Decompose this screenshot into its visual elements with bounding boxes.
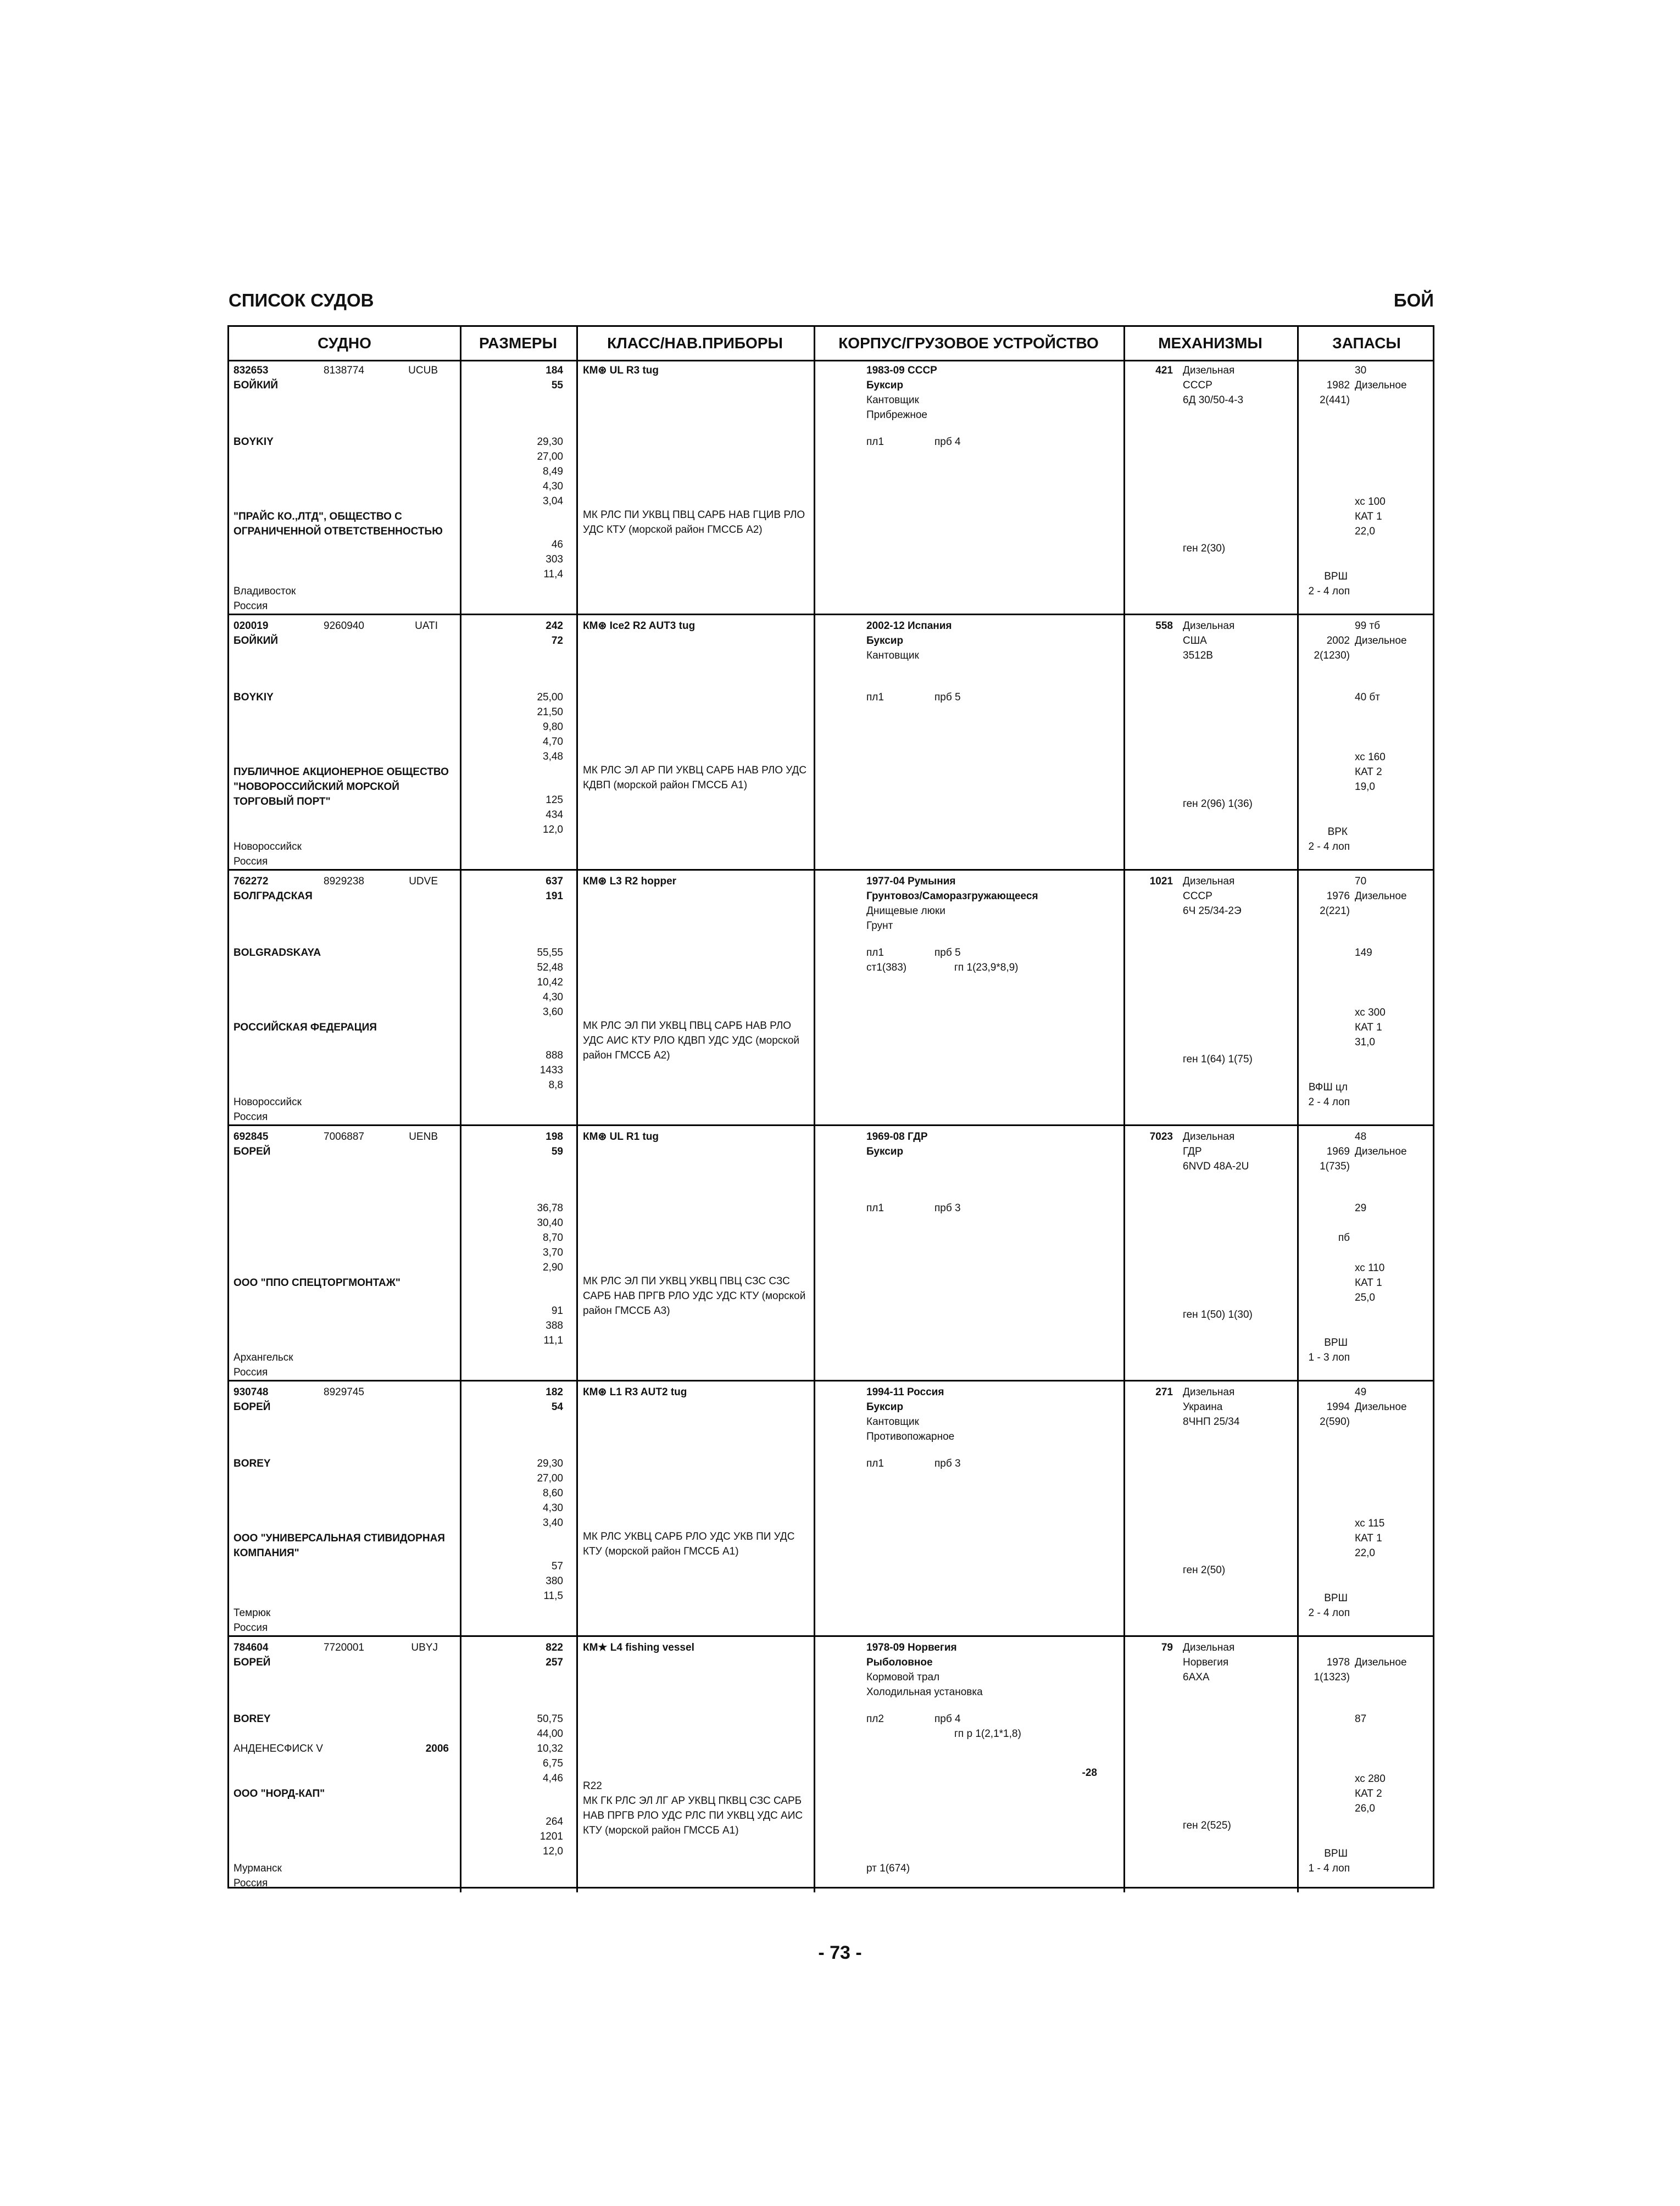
builder-number: 421 (1155, 365, 1173, 376)
owner: ПУБЛИЧНОЕ АКЦИОНЕРНОЕ ОБЩЕСТВО "НОВОРОССИЙСКИЙ МОРСКОЙ ТОРГОВЫЙ ПОРТ" (233, 766, 449, 807)
generators: ген 2(96) 1(36) (1183, 798, 1253, 810)
vessel-name: БОЙКИЙ (233, 635, 279, 647)
builder-number: 271 (1155, 1386, 1173, 1398)
dimension-value: 3,60 (543, 1006, 563, 1018)
capacity-value: 1433 (539, 1065, 563, 1076)
engine-country: США (1183, 635, 1207, 647)
flag: Россия (233, 1367, 268, 1378)
net-tonnage: 72 (551, 635, 563, 647)
fuel-reserve: 29 (1355, 1202, 1367, 1214)
table-header (229, 327, 1433, 361)
vessel-name-latin: BOYKIY (233, 436, 274, 448)
dimension-value: 36,78 (537, 1202, 563, 1214)
reg-number: 020019 (233, 620, 269, 632)
build-info: 1994-11 Россия (866, 1386, 944, 1398)
imo-number: 9260940 (324, 620, 364, 632)
hatches: гп 1(23,9*8,9) (954, 962, 1019, 973)
decks: пл1 (866, 692, 884, 703)
class-notation: КМ⊛ L1 R3 AUT2 tug (583, 1386, 687, 1398)
propeller: ВРШ (1324, 1592, 1348, 1604)
propeller: ВРШ (1324, 571, 1348, 582)
builder-number: 558 (1155, 620, 1173, 632)
dimension-value: 27,00 (537, 451, 563, 463)
supply-value: КАТ 1 (1355, 1533, 1382, 1544)
hatches: гп р 1(2,1*1,8) (954, 1728, 1021, 1740)
fuel-type: Дизельное (1355, 1401, 1407, 1413)
engine-model: 6NVD 48A-2U (1183, 1161, 1249, 1172)
capacity-value: 91 (551, 1305, 563, 1317)
capacity-value: 125 (546, 794, 563, 806)
capacity-value: 11,1 (543, 1335, 563, 1346)
page-title: СПИСОК СУДОВ (229, 290, 374, 310)
capacity-value: 888 (546, 1050, 563, 1061)
col-header-supplies: ЗАПАСЫ (1332, 335, 1401, 352)
class-note: -28 (1082, 1767, 1097, 1779)
home-port: Новороссийск (233, 1096, 302, 1108)
bulkheads: прб 4 (934, 1713, 961, 1725)
capacity-value: 1201 (539, 1831, 563, 1842)
fuel-type: Дизельное (1355, 1657, 1407, 1668)
dimension-value: 44,00 (537, 1728, 563, 1740)
capacity-value: 303 (546, 554, 563, 565)
imo-number: 8929745 (324, 1386, 364, 1398)
call-sign: UATI (415, 620, 438, 632)
builder-number: 1021 (1149, 876, 1173, 887)
flag: Россия (233, 856, 268, 867)
engine-country: ГДР (1183, 1146, 1202, 1157)
reg-number: 762272 (233, 876, 269, 887)
previous-name: АНДЕНЕСФИСК V (233, 1743, 323, 1754)
engine-type: Дизельная (1183, 1642, 1235, 1653)
decks: пл1 (866, 947, 884, 959)
capacity-value: 388 (546, 1320, 563, 1332)
flag: Россия (233, 1622, 268, 1634)
hull-feature: Кантовщик (866, 394, 919, 406)
cargo-holds: ст1(383) (866, 962, 907, 973)
decks: пл1 (866, 1202, 884, 1214)
vessel-record (229, 1126, 1433, 1381)
build-info: 1983-09 СССР (866, 365, 937, 376)
dimension-value: 4,30 (543, 481, 563, 492)
propeller-blades: 2 - 4 лоп (1308, 1096, 1350, 1108)
page-number: - 73 - (818, 1942, 862, 1963)
reg-number: 784604 (233, 1642, 269, 1653)
engine-model: 6Д 30/50-4-3 (1183, 394, 1244, 406)
dimension-value: 25,00 (537, 692, 563, 703)
dimension-value: 3,48 (543, 751, 563, 762)
owner: ООО "НОРД-КАП" (233, 1788, 325, 1800)
gross-tonnage: 637 (546, 876, 563, 887)
home-port: Архангельск (233, 1352, 293, 1363)
vessel-record (229, 871, 1433, 1126)
generators: ген 2(525) (1183, 1820, 1231, 1831)
hull-feature: Кантовщик (866, 650, 919, 661)
imo-number: 8138774 (324, 365, 364, 376)
engine-type: Дизельная (1183, 1386, 1235, 1398)
fuel-amount: 48 (1355, 1131, 1367, 1143)
vessel-record (229, 1381, 1433, 1637)
dimension-value: 6,75 (543, 1758, 563, 1769)
fuel-type: Дизельное (1355, 635, 1407, 647)
previous-name-year: 2006 (425, 1743, 449, 1754)
generators: ген 2(50) (1183, 1564, 1226, 1576)
vessel-name: БОРЕЙ (233, 1146, 271, 1157)
fish-hold: рт 1(674) (866, 1863, 910, 1874)
dimension-value: 29,30 (537, 436, 563, 448)
net-tonnage: 191 (546, 890, 563, 902)
build-info: 2002-12 Испания (866, 620, 952, 632)
page-code: БОЙ (1393, 290, 1434, 310)
gross-tonnage: 182 (546, 1386, 563, 1398)
vessel-type: Рыболовное (866, 1657, 933, 1668)
dimension-value: 4,46 (543, 1773, 563, 1784)
home-port: Владивосток (233, 586, 296, 597)
net-tonnage: 55 (551, 380, 563, 391)
vessel-type: Грунтовоз/Саморазгружающееся (866, 890, 1038, 902)
vessel-name: БОЙКИЙ (233, 380, 279, 391)
gross-tonnage: 184 (546, 365, 563, 376)
engine-year: 1969 (1326, 1146, 1350, 1157)
gross-tonnage: 242 (546, 620, 563, 632)
supply-value: 26,0 (1355, 1803, 1375, 1814)
vessel-type: Буксир (866, 380, 904, 391)
supply-value: КАТ 1 (1355, 1277, 1382, 1289)
fuel-reserve: 40 бт (1355, 692, 1380, 703)
engine-year: 1976 (1326, 890, 1350, 902)
col-header-dimensions: РАЗМЕРЫ (479, 335, 558, 352)
nav-equipment: МК РЛС ЭЛ ПИ УКВЦ УКВЦ ПВЦ СЗС СЗС САРБ НАВ ПРГВ РЛО УДС УДС КТУ (морской район ГМССБ А3) (583, 1275, 806, 1317)
vessel-record (229, 615, 1433, 871)
dimension-value: 4,70 (543, 736, 563, 748)
col-header-machinery: МЕХАНИЗМЫ (1158, 335, 1262, 352)
fuel-type: Дизельное (1355, 890, 1407, 902)
supply-value: 19,0 (1355, 781, 1375, 793)
owner: ООО "УНИВЕРСАЛЬНАЯ СТИВИДОРНАЯ КОМПАНИЯ" (233, 1533, 445, 1559)
call-sign: UDVE (409, 876, 438, 887)
propeller-blades: 2 - 4 лоп (1308, 1607, 1350, 1619)
vessel-table (227, 325, 1434, 1889)
reg-number: 692845 (233, 1131, 269, 1143)
class-notation: КМ⊛ Ice2 R2 AUT3 tug (583, 620, 696, 632)
nav-equipment: МК РЛС УКВЦ САРБ РЛО УДС УКВ ПИ УДС КТУ (морской район ГМССБ А1) (583, 1531, 795, 1557)
home-port: Темрюк (233, 1607, 271, 1619)
imo-number: 7720001 (324, 1642, 364, 1653)
decks: пл2 (866, 1713, 884, 1725)
dimension-value: 55,55 (537, 947, 563, 959)
bulkheads: прб 5 (934, 947, 961, 959)
engine-year: 1982 (1326, 380, 1350, 391)
build-info: 1978-09 Норвегия (866, 1642, 957, 1653)
decks: пл1 (866, 436, 884, 448)
call-sign: UENB (409, 1131, 438, 1143)
capacity-value: 46 (551, 539, 563, 550)
vessel-name: БОРЕЙ (233, 1401, 271, 1413)
engine-model: 6AXA (1183, 1672, 1210, 1683)
vessel-name-latin: BOLGRADSKAYA (233, 947, 321, 959)
supply-value: хс 115 (1355, 1518, 1385, 1529)
col-header-vessel: СУДНО (318, 335, 371, 352)
vessel-name: БОЛГРАДСКАЯ (233, 890, 313, 902)
propeller-blades: 2 - 4 лоп (1308, 841, 1350, 853)
reg-number: 832653 (233, 365, 269, 376)
bulkheads: прб 3 (934, 1202, 961, 1214)
hull-feature: Кормовой трал (866, 1672, 940, 1683)
hull-feature: Кантовщик (866, 1416, 919, 1428)
home-port: Мурманск (233, 1863, 282, 1874)
flag: Россия (233, 1111, 268, 1123)
class-notation: КМ⊛ L3 R2 hopper (583, 876, 677, 887)
vessel-name-latin: BOREY (233, 1713, 271, 1725)
engine-year: 1978 (1326, 1657, 1350, 1668)
dimension-value: 10,32 (537, 1743, 563, 1754)
dimension-value: 8,70 (543, 1232, 563, 1244)
class-notation: КМ★ L4 fishing vessel (583, 1642, 694, 1653)
engine-model: 6Ч 25/34-2Э (1183, 905, 1242, 917)
reg-number: 930748 (233, 1386, 269, 1398)
call-sign: UCUB (408, 365, 438, 376)
dimension-value: 10,42 (537, 977, 563, 988)
propeller-blades: 1 - 3 лоп (1308, 1352, 1350, 1363)
engine-type: Дизельная (1183, 876, 1235, 887)
capacity-value: 11,4 (543, 569, 563, 580)
supply-value: КАТ 1 (1355, 511, 1382, 522)
engine-type: Дизельная (1183, 365, 1235, 376)
supply-value: 22,0 (1355, 1547, 1375, 1559)
dimension-value: 8,60 (543, 1488, 563, 1499)
supply-value: хс 160 (1355, 751, 1386, 763)
builder-number: 79 (1161, 1642, 1173, 1653)
gross-tonnage: 822 (546, 1642, 563, 1653)
dimension-value: 3,70 (543, 1247, 563, 1258)
engine-country: СССР (1183, 890, 1212, 902)
engine-type: Дизельная (1183, 1131, 1235, 1143)
engine-power: 1(1323) (1314, 1672, 1350, 1683)
fuel-extra: пб (1338, 1232, 1350, 1244)
supply-value: хс 110 (1355, 1262, 1385, 1274)
nav-equipment: МК ГК РЛС ЭЛ ЛГ АР УКВЦ ПКВЦ СЗС САРБ НАВ ПРГВ РЛО УДС РЛС ПИ УКВЦ УДС АИС КТУ (морской район ГМССБ А1) (583, 1795, 803, 1836)
fuel-reserve: 149 (1355, 947, 1372, 959)
dimension-value: 3,40 (543, 1517, 563, 1529)
class-notation: КМ⊛ UL R3 tug (583, 365, 659, 376)
owner: РОССИЙСКАЯ ФЕДЕРАЦИЯ (233, 1022, 377, 1033)
propeller: ВРШ (1324, 1848, 1348, 1859)
builder-number: 7023 (1149, 1131, 1173, 1143)
engine-power: 2(221) (1320, 905, 1350, 917)
col-header-class: КЛАСС/НАВ.ПРИБОРЫ (607, 335, 783, 352)
owner: "ПРАЙС КО.,ЛТД", ОБЩЕСТВО С ОГРАНИЧЕННОЙ ОТВЕТСТВЕННОСТЬЮ (233, 511, 443, 537)
dimension-value: 8,49 (543, 466, 563, 477)
capacity-value: 8,8 (548, 1079, 563, 1091)
decks: пл1 (866, 1458, 884, 1469)
vessel-type: Буксир (866, 1146, 904, 1157)
supply-value: КАТ 2 (1355, 766, 1382, 778)
propeller-blades: 1 - 4 лоп (1308, 1863, 1350, 1874)
supply-value: 31,0 (1355, 1037, 1375, 1048)
fuel-type: Дизельное (1355, 380, 1407, 391)
class-extra: R22 (583, 1780, 602, 1792)
propeller: ВФШ цл (1308, 1082, 1348, 1093)
engine-year: 2002 (1326, 635, 1350, 647)
hull-feature: Днищевые люки (866, 905, 945, 917)
fuel-reserve: 87 (1355, 1713, 1367, 1725)
dimension-value: 4,30 (543, 1502, 563, 1514)
fuel-amount: 99 тб (1355, 620, 1380, 632)
engine-power: 1(735) (1320, 1161, 1350, 1172)
vessel-type: Буксир (866, 635, 904, 647)
fuel-amount: 30 (1355, 365, 1367, 376)
net-tonnage: 54 (551, 1401, 563, 1413)
hull-feature: Противопожарное (866, 1431, 955, 1442)
dimension-value: 3,04 (543, 495, 563, 507)
propeller: ВРК (1327, 826, 1348, 838)
engine-power: 2(590) (1320, 1416, 1350, 1428)
capacity-value: 264 (546, 1816, 563, 1828)
flag: Россия (233, 1878, 268, 1889)
build-info: 1977-04 Румыния (866, 876, 956, 887)
vessel-type: Буксир (866, 1401, 904, 1413)
nav-equipment: МК РЛС ЭЛ ПИ УКВЦ ПВЦ САРБ НАВ РЛО УДС АИС КТУ РЛО КДВП УДС УДС (морской район ГМССБ А2) (583, 1020, 800, 1061)
engine-model: 8ЧНП 25/34 (1183, 1416, 1240, 1428)
flag: Россия (233, 600, 268, 612)
dimension-value: 29,30 (537, 1458, 563, 1469)
propeller-blades: 2 - 4 лоп (1308, 586, 1350, 597)
gross-tonnage: 198 (546, 1131, 563, 1143)
fuel-amount: 49 (1355, 1386, 1367, 1398)
engine-country: СССР (1183, 380, 1212, 391)
hull-feature: Прибрежное (866, 409, 927, 421)
nav-equipment: МК РЛС ЭЛ АР ПИ УКВЦ САРБ НАВ РЛО УДС КДВП (морской район ГМССБ А1) (583, 765, 807, 791)
dimension-value: 30,40 (537, 1217, 563, 1229)
net-tonnage: 59 (551, 1146, 563, 1157)
propeller: ВРШ (1324, 1337, 1348, 1349)
vessel-name: БОРЕЙ (233, 1657, 271, 1668)
engine-year: 1994 (1326, 1401, 1350, 1413)
hull-feature: Грунт (866, 920, 893, 932)
owner: ООО "ППО СПЕЦТОРГМОНТАЖ" (233, 1277, 400, 1289)
supply-value: 25,0 (1355, 1292, 1375, 1303)
capacity-value: 12,0 (543, 824, 563, 835)
hull-feature: Холодильная установка (866, 1686, 983, 1698)
supply-value: хс 300 (1355, 1007, 1386, 1018)
home-port: Новороссийск (233, 841, 302, 853)
vessel-name-latin: BOYKIY (233, 692, 274, 703)
dimension-value: 27,00 (537, 1473, 563, 1484)
imo-number: 8929238 (324, 876, 364, 887)
class-notation: КМ⊛ UL R1 tug (583, 1131, 659, 1143)
col-header-hull: КОРПУС/ГРУЗОВОЕ УСТРОЙСТВО (838, 335, 1099, 352)
engine-power: 2(1230) (1314, 650, 1350, 661)
bulkheads: прб 3 (934, 1458, 961, 1469)
capacity-value: 434 (546, 809, 563, 821)
capacity-value: 380 (546, 1575, 563, 1587)
bulkheads: прб 5 (934, 692, 961, 703)
vessel-record (229, 360, 1433, 615)
call-sign: UBYJ (411, 1642, 438, 1653)
supply-value: хс 280 (1355, 1773, 1386, 1785)
capacity-value: 12,0 (543, 1846, 563, 1857)
generators: ген 1(64) 1(75) (1183, 1054, 1253, 1065)
dimension-value: 4,30 (543, 991, 563, 1003)
capacity-value: 57 (551, 1561, 563, 1572)
generators: ген 2(30) (1183, 543, 1226, 554)
engine-type: Дизельная (1183, 620, 1235, 632)
imo-number: 7006887 (324, 1131, 364, 1143)
supply-value: КАТ 1 (1355, 1022, 1382, 1033)
vessel-record (229, 1637, 1433, 1892)
dimension-value: 9,80 (543, 721, 563, 733)
net-tonnage: 257 (546, 1657, 563, 1668)
build-info: 1969-08 ГДР (866, 1131, 928, 1143)
dimension-value: 52,48 (537, 962, 563, 973)
supply-value: 22,0 (1355, 526, 1375, 537)
fuel-type: Дизельное (1355, 1146, 1407, 1157)
dimension-value: 2,90 (543, 1262, 563, 1273)
dimension-value: 50,75 (537, 1713, 563, 1725)
engine-country: Норвегия (1183, 1657, 1229, 1668)
nav-equipment: МК РЛС ПИ УКВЦ ПВЦ САРБ НАВ ГЦИВ РЛО УДС КТУ (морской район ГМССБ А2) (583, 509, 805, 536)
bulkheads: прб 4 (934, 436, 961, 448)
engine-power: 2(441) (1320, 394, 1350, 406)
supply-value: КАТ 2 (1355, 1788, 1382, 1800)
capacity-value: 11,5 (543, 1590, 563, 1602)
generators: ген 1(50) 1(30) (1183, 1309, 1253, 1321)
fuel-amount: 70 (1355, 876, 1367, 887)
dimension-value: 21,50 (537, 706, 563, 718)
vessel-name-latin: BOREY (233, 1458, 271, 1469)
engine-country: Украина (1183, 1401, 1223, 1413)
engine-model: 3512B (1183, 650, 1213, 661)
supply-value: хс 100 (1355, 496, 1386, 508)
